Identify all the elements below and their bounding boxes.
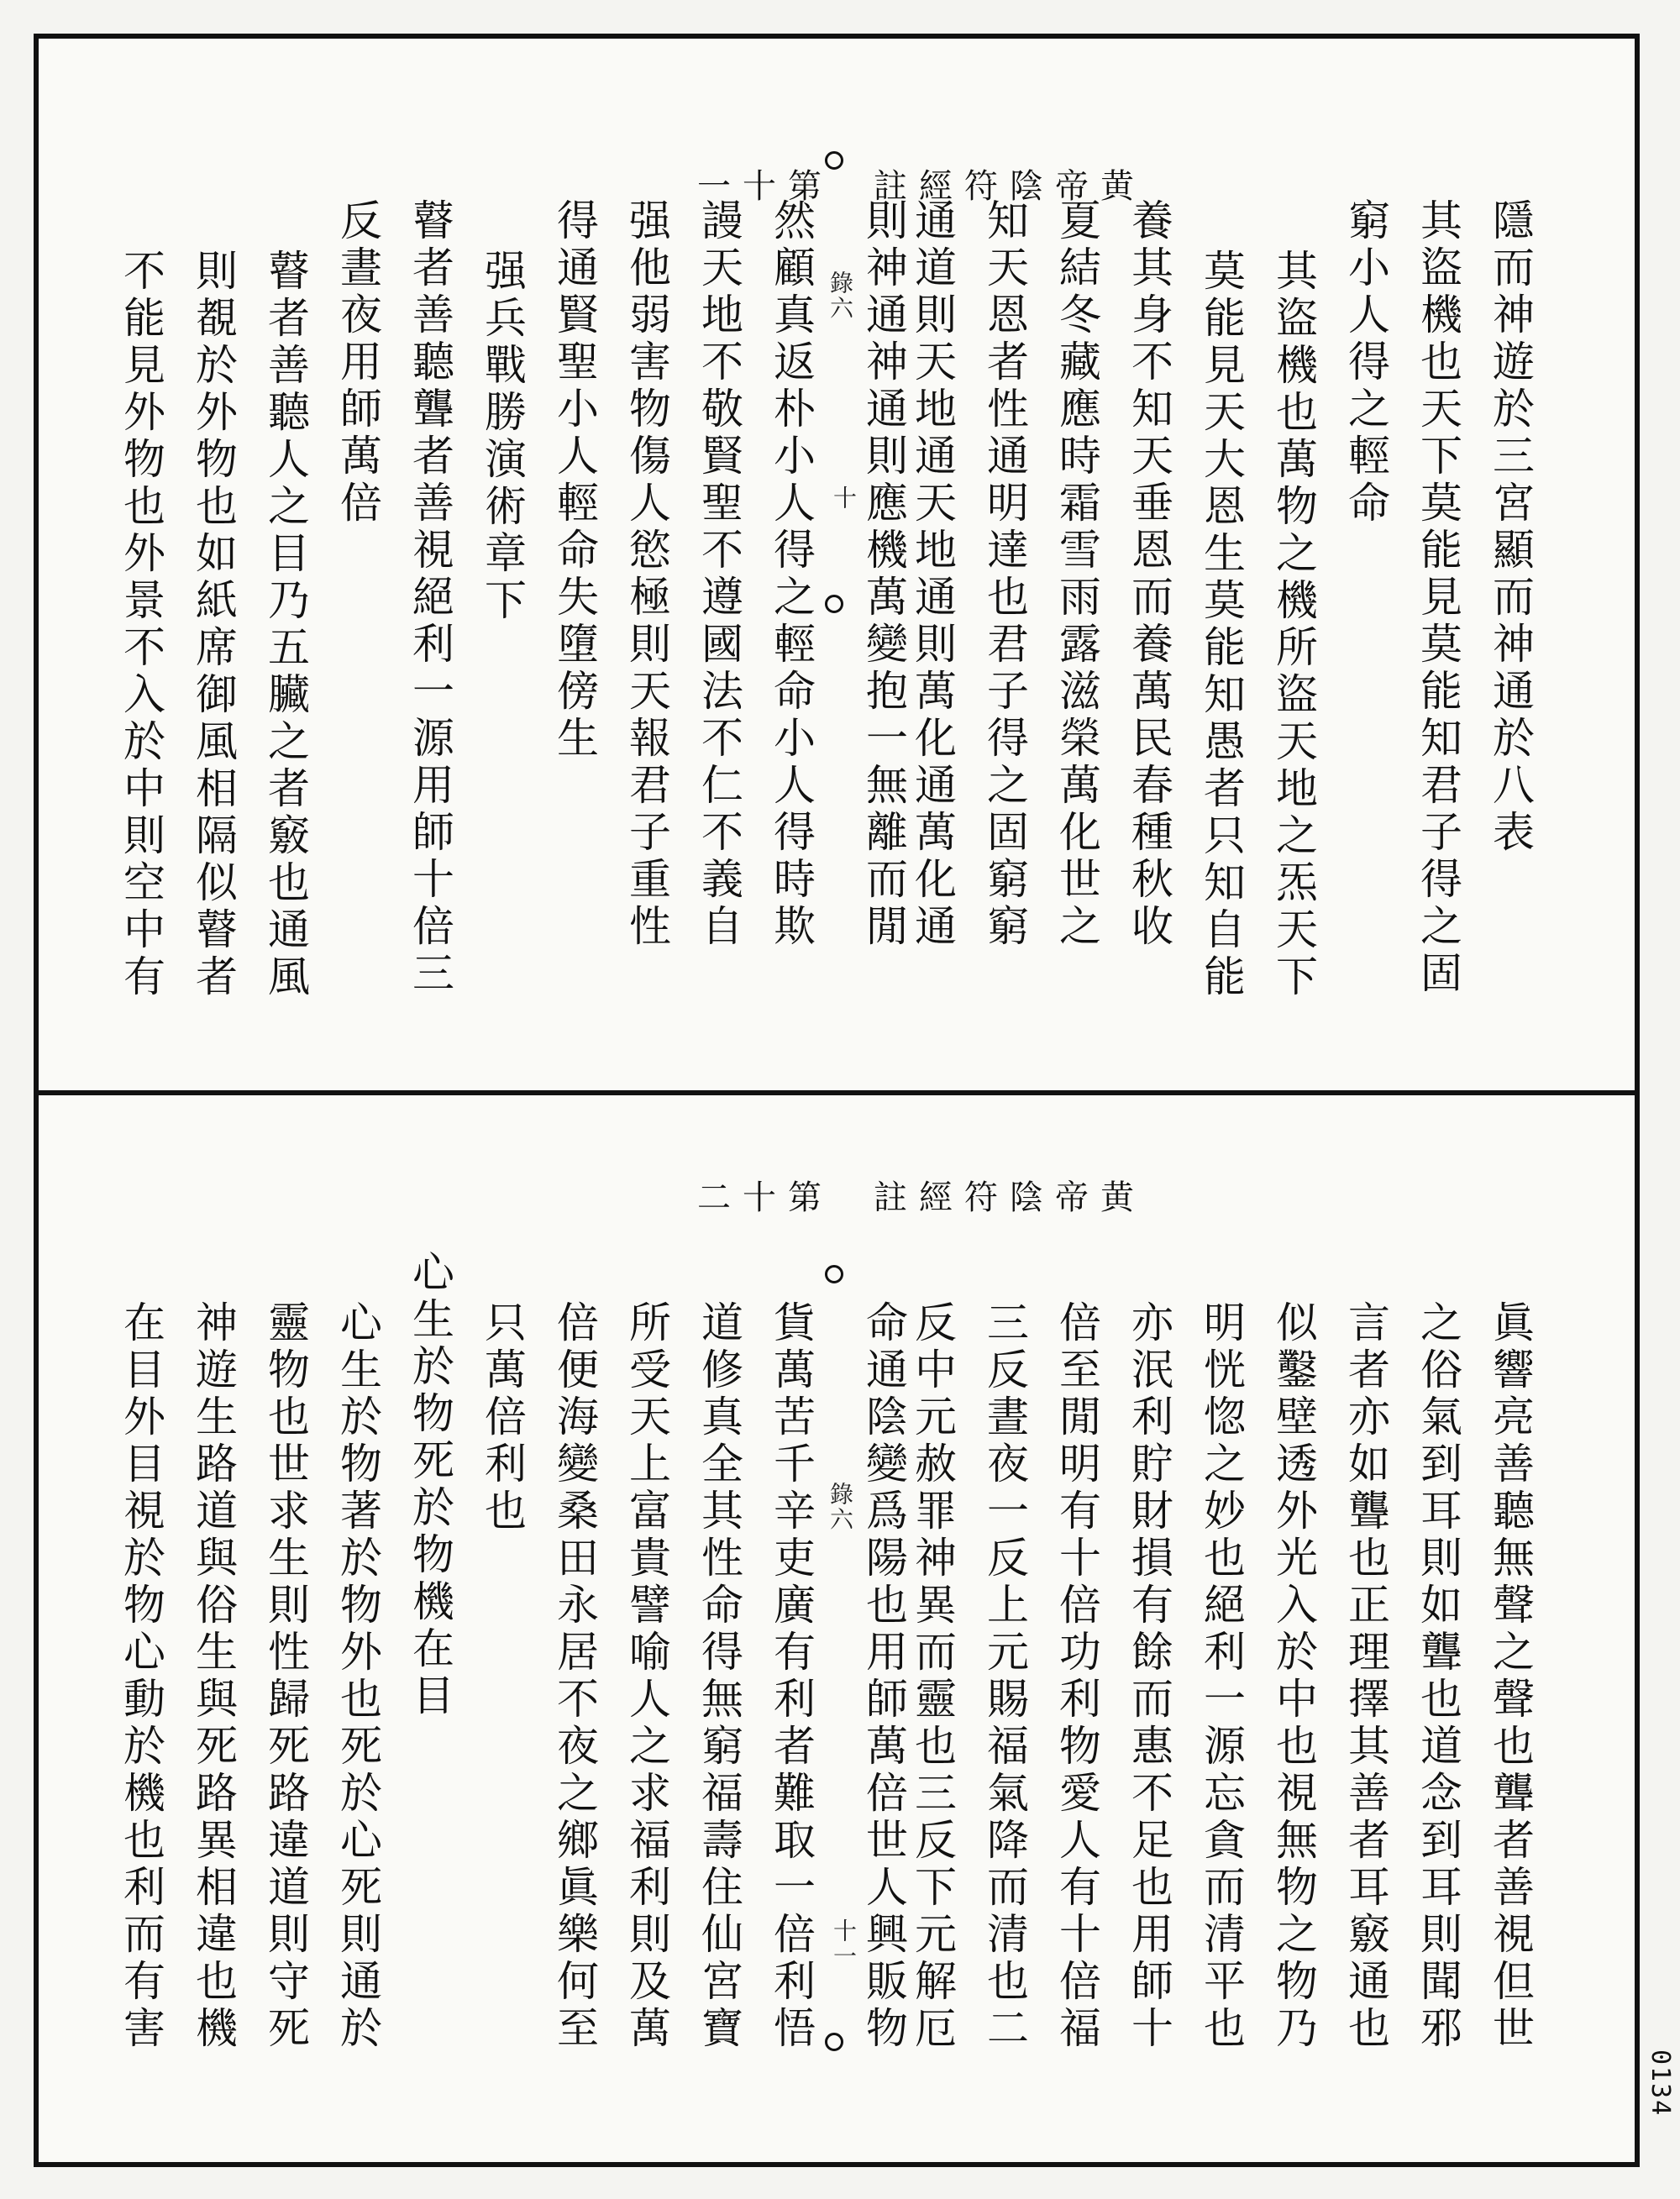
text-column: 通道則天地通天地通則萬化通萬化通 xyxy=(908,198,957,951)
text-column: 道修真全其性命得無窮福壽住仙宮寶 xyxy=(695,1300,743,2053)
chapter-heading: 强兵戰勝演術章下 xyxy=(478,249,527,625)
text-column: 知天恩者性通明達也君子得之固窮窮 xyxy=(980,198,1029,951)
text-column: 則神通神通則應機萬變抱一無離而閒 xyxy=(859,198,908,951)
text-column: 三反晝夜一反上元賜福氣降而清也二 xyxy=(980,1300,1029,2053)
page-number: 0134 xyxy=(1646,2049,1675,2118)
text-column: 則覩於外物也如紙席御風相隔似瞽者 xyxy=(189,249,238,1001)
text-column: 强他弱害物傷人慾極則天報君子重性 xyxy=(622,198,671,951)
bottom-page-title: 註經符陰帝黄 xyxy=(874,1178,1146,1217)
text-column: 謾天地不敬賢聖不遵國法不仁不義自 xyxy=(695,198,743,951)
text-column: 隱而神遊於三宮顯而神通於八表 xyxy=(1486,198,1535,857)
text-column: 倍至閒明有十倍功利物愛人有十倍福 xyxy=(1053,1300,1101,2053)
text-column: 心生於物著於物外也死於心死則通於 xyxy=(333,1300,382,2053)
top-circle-mark-upper xyxy=(825,151,843,170)
text-column: 其盜機也天下莫能見莫能知君子得之固 xyxy=(1414,198,1462,998)
text-column: 心生於物死於物機在目 xyxy=(406,1250,454,1720)
text-column: 反晝夜用師萬倍 xyxy=(333,198,382,527)
text-column: 在目外目視於物心動於機也利而有害 xyxy=(117,1300,165,2053)
text-column: 貨萬苦千辛吏廣有利者難取一倍利悟 xyxy=(767,1300,816,2053)
text-column: 窮小人得之輕命 xyxy=(1341,198,1390,527)
text-column: 眞響亮善聽無聲之聲也聾者善視但世 xyxy=(1486,1300,1535,2053)
bottom-page xyxy=(34,1095,1640,2167)
text-column: 亦泯利貯財損有餘而惠不足也用師十 xyxy=(1125,1300,1173,2053)
text-column: 夏結冬藏應時霜雪雨露滋榮萬化世之 xyxy=(1053,198,1101,951)
text-column: 只萬倍利也 xyxy=(478,1300,527,1535)
top-fold-number: 十 xyxy=(830,485,858,511)
top-fold-label: 錄六 xyxy=(827,270,854,321)
top-page-title: 註經符陰帝黄 xyxy=(874,167,1146,206)
top-page xyxy=(34,34,1640,1090)
bottom-circle-mark-lower xyxy=(825,2033,843,2051)
text-column: 其盜機也萬物之機所盜天地之炁天下 xyxy=(1269,249,1318,1001)
text-column: 養其身不知天垂恩而養萬民春種秋收 xyxy=(1125,198,1173,951)
text-column: 反中元赦罪神異而靈也三反下元解厄 xyxy=(908,1300,957,2053)
text-column: 倍便海變桑田永居不夜之鄉眞樂何至 xyxy=(550,1300,599,2053)
bottom-page-header xyxy=(34,1171,1640,1221)
text-column: 然顧真返朴小人得之輕命小人得時欺 xyxy=(767,198,816,951)
bottom-circle-mark-upper xyxy=(825,1265,843,1283)
text-column: 瞽者善聽人之目乃五臟之者竅也通風 xyxy=(261,249,310,1001)
bottom-page-number-label: 二十第 xyxy=(697,1178,833,1217)
text-column: 靈物也世求生則性歸死路違道則守死 xyxy=(261,1300,310,2053)
top-page-number-label: 一十第 xyxy=(697,167,833,206)
text-column: 不能見外物也外景不入於中則空中有 xyxy=(117,249,165,1001)
text-column: 言者亦如聾也正理擇其善者耳竅通也 xyxy=(1341,1300,1390,2053)
text-column: 瞽者善聽聾者善視絕利一源用師十倍三 xyxy=(406,198,454,998)
text-column: 明恍惚之妙也絕利一源忘貪而清平也 xyxy=(1197,1300,1246,2053)
text-column: 神遊生路道與俗生與死路異相違也機 xyxy=(189,1300,238,2053)
text-column: 莫能見天大恩生莫能知愚者只知自能 xyxy=(1197,249,1246,1001)
text-column: 似鑿壁透外光入於中也視無物之物乃 xyxy=(1269,1300,1318,2053)
text-column: 之俗氣到耳則如聾也道念到耳則聞邪 xyxy=(1414,1300,1462,2053)
top-circle-mark-lower xyxy=(825,595,843,613)
text-column: 得通賢聖小人輕命失墮傍生 xyxy=(550,198,599,763)
text-column: 命通陰變爲陽也用師萬倍世人興販物 xyxy=(859,1300,908,2053)
text-column: 所受天上富貴譬喻人之求福利則及萬 xyxy=(622,1300,671,2053)
bottom-fold-label: 錄六 xyxy=(827,1482,854,1532)
bottom-fold-number: 十一 xyxy=(830,1918,858,1969)
